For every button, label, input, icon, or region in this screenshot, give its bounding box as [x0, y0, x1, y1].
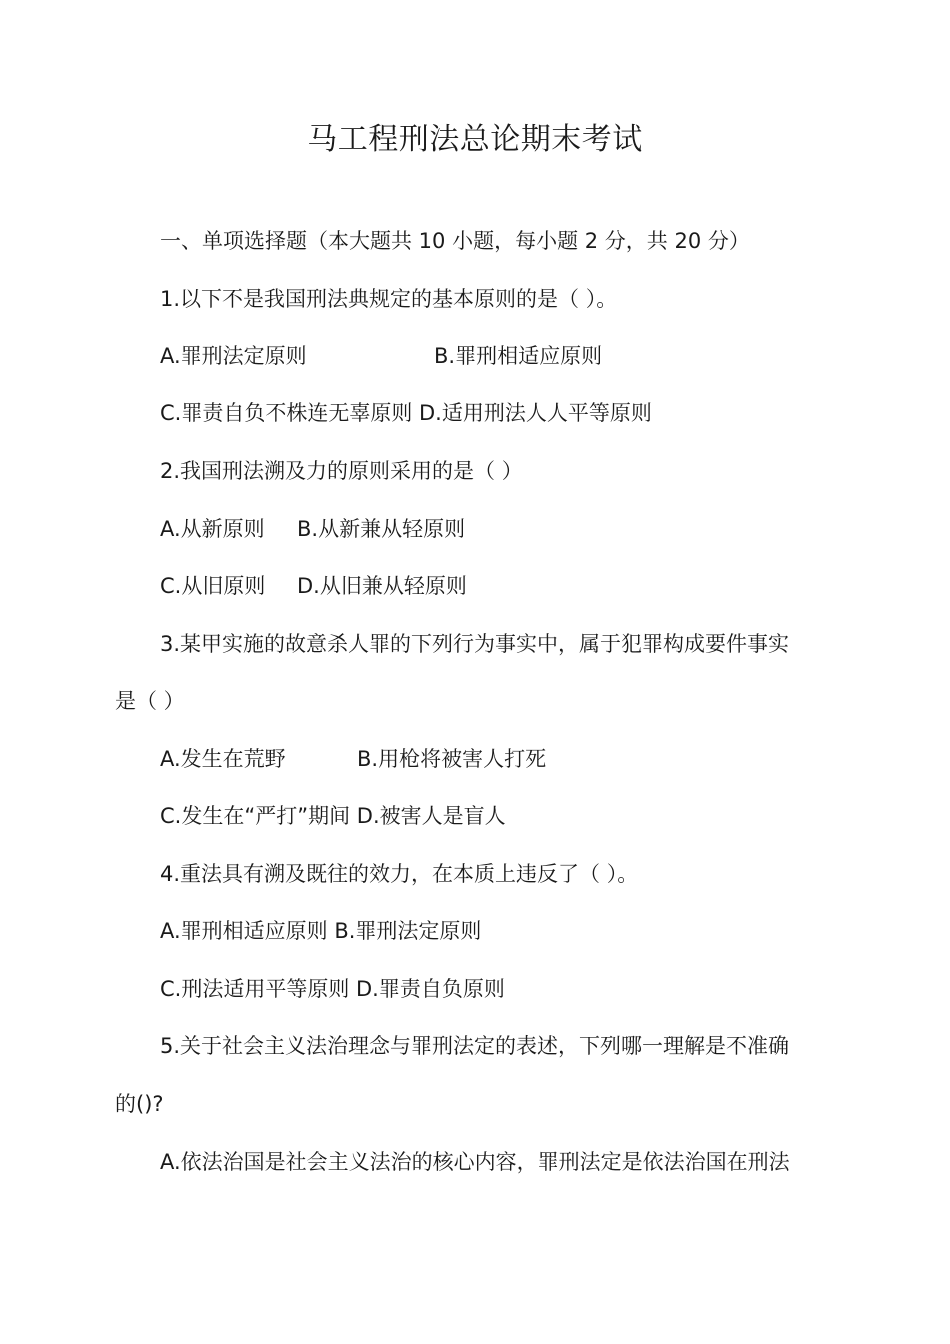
question-3-options-cd: C.发生在“严打”期间 D.被害人是盲人: [160, 804, 506, 828]
question-5-stem-line-1: 5.关于社会主义法治理念与罪刑法定的表述，下列哪一理解是不准确: [160, 1034, 790, 1058]
question-3-option-b: B.用枪将被害人打死: [357, 747, 547, 771]
question-1-option-b: B.罪刑相适应原则: [434, 344, 603, 368]
question-5-stem-line-2: 的()?: [115, 1092, 164, 1116]
question-1-options-cd: C.罪责自负不株连无辜原则 D.适用刑法人人平等原则: [160, 401, 652, 425]
section-heading: 一、单项选择题（本大题共 10 小题，每小题 2 分，共 20 分）: [160, 229, 750, 253]
question-2-option-c: C.从旧原则: [160, 574, 266, 598]
page-title: 马工程刑法总论期末考试: [307, 122, 643, 157]
question-4-stem: 4.重法具有溯及既往的效力，在本质上违反了（ ）。: [160, 862, 639, 886]
question-1-stem: 1.以下不是我国刑法典规定的基本原则的是（ ）。: [160, 287, 618, 311]
question-4-options-cd: C.刑法适用平等原则 D.罪责自负原则: [160, 977, 505, 1001]
question-3-stem-line-1: 3.某甲实施的故意杀人罪的下列行为事实中，属于犯罪构成要件事实: [160, 632, 790, 656]
question-5-option-a-line-1: A.依法治国是社会主义法治的核心内容，罪刑法定是依法治国在刑法: [160, 1150, 790, 1174]
question-1-option-a: A.罪刑法定原则: [160, 344, 307, 368]
question-4-options-ab: A.罪刑相适应原则 B.罪刑法定原则: [160, 919, 482, 943]
question-2-option-b: B.从新兼从轻原则: [297, 517, 466, 541]
question-2-stem: 2.我国刑法溯及力的原则采用的是（ ）: [160, 459, 523, 483]
question-2-option-d: D.从旧兼从轻原则: [297, 574, 467, 598]
question-2-option-a: A.从新原则: [160, 517, 265, 541]
question-3-stem-line-2: 是（ ）: [115, 689, 185, 713]
question-3-option-a: A.发生在荒野: [160, 747, 286, 771]
